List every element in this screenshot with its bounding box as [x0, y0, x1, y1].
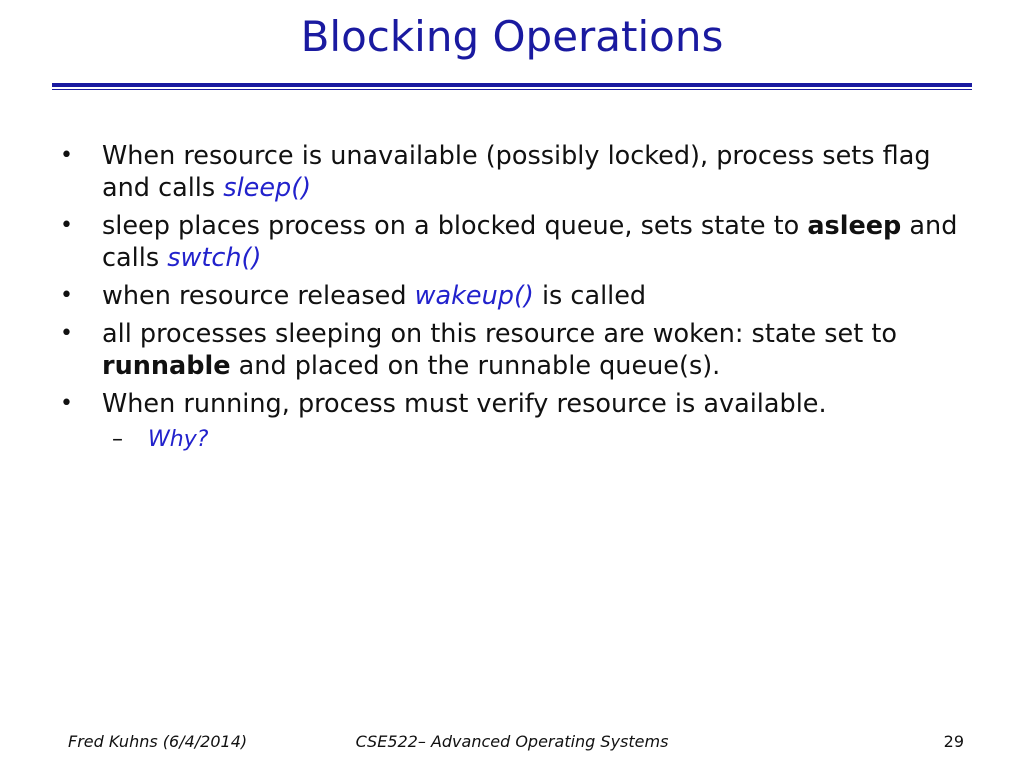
- bullet-text: When running, process must verify resource is available.: [102, 389, 827, 419]
- footer-course: CSE522– Advanced Operating Systems: [355, 732, 669, 751]
- state-asleep: asleep: [807, 211, 902, 241]
- bullet-dot: •: [60, 321, 73, 346]
- function-name-wakeup: wakeup(): [414, 281, 534, 311]
- sub-bullet-why: [60, 426, 980, 454]
- title-underline-thick: [52, 83, 972, 87]
- bullet-text-mid: and calls: [102, 211, 958, 273]
- bullet-text-post: is called: [533, 281, 647, 311]
- state-runnable: runnable: [102, 351, 231, 381]
- title-underline-thin: [52, 89, 972, 90]
- bullet-text-post: and placed on the runnable queue(s).: [230, 351, 721, 381]
- bullet-dot: •: [60, 283, 73, 308]
- bullet-item-3: [60, 280, 980, 312]
- footer-page-number: 29: [943, 732, 964, 751]
- footer-author: Fred Kuhns (6/4/2014): [68, 732, 248, 751]
- bullet-text: when resource released: [102, 281, 415, 311]
- bullet-item-5: [60, 388, 980, 420]
- bullet-dot: •: [60, 213, 73, 238]
- bullet-text: When resource is unavailable (possibly locked), process sets flag and calls: [102, 141, 931, 203]
- function-name-swtch: swtch(): [167, 243, 262, 273]
- bullet-list: [60, 140, 980, 454]
- bullet-text: sleep places process on a blocked queue, sets state to: [102, 211, 808, 241]
- function-name-sleep: sleep(): [223, 173, 312, 203]
- bullet-item-2: [60, 210, 980, 274]
- bullet-dot: •: [60, 391, 73, 416]
- sub-bullet-dash: –: [112, 427, 123, 452]
- bullet-item-4: [60, 318, 980, 382]
- sub-bullet-text: Why?: [148, 427, 209, 452]
- slide-title: Blocking Operations: [300, 12, 724, 61]
- bullet-text: all processes sleeping on this resource are woken: state set to: [102, 319, 897, 349]
- bullet-item-1: [60, 140, 980, 204]
- bullet-dot: •: [60, 143, 73, 168]
